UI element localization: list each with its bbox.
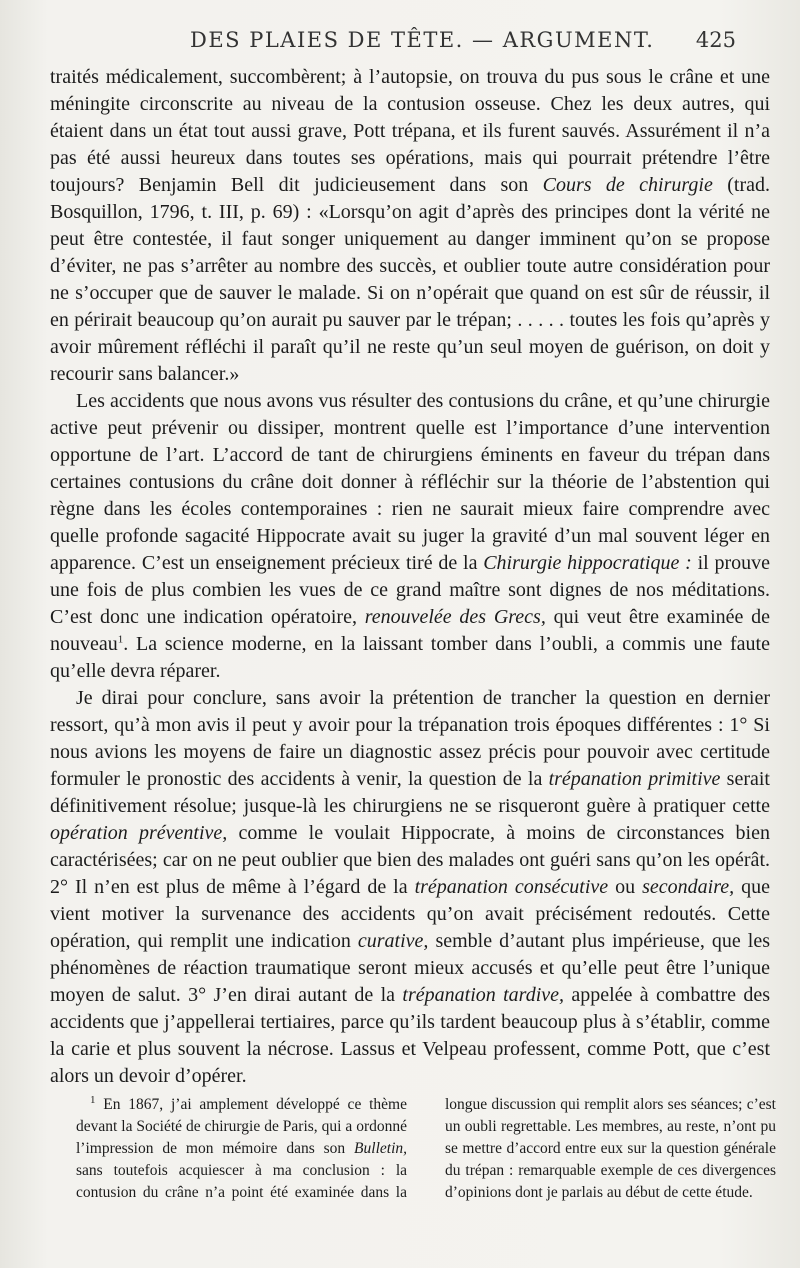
paragraph-2	[50, 388, 770, 685]
text-run: comme le voulait Hippocrate, à moins de circonstances bien caractérisées; car on ne peut oublier que bien des malades ont guéri sans qu’on les opérât. 2° Il n’en est plus de même à l’égard de la	[50, 822, 770, 898]
text-run: . La science moderne, en la laissant tomber dans l’oubli, a commis une faute qu’elle devra réparer.	[50, 633, 770, 682]
italic-text: Bulletin,	[354, 1140, 407, 1157]
text-run: ou	[608, 876, 643, 898]
text-run: En 1867, j’ai amplement développé ce thème devant la Société de chirurgie de Paris, qui a ordonné l’impression de mon mémoire dans son	[76, 1096, 407, 1157]
page-header	[50, 28, 740, 60]
body-text	[50, 64, 770, 1090]
text-run: appelée à combattre des accidents que j’appellerai tertiaires, parce qu’ils tardent beaucoup plus à s’établir, comme la carie et plus souvent la nécrose. Lassus et Velpeau professent, comme Pott, que c’est alors un devoir d’opérer.	[50, 984, 770, 1087]
footnote-ref: 1	[117, 633, 124, 646]
text-run: serait définitivement résolue; jusque-là les chirurgiens ne se risqueront guère à pratiquer cette	[50, 768, 770, 817]
text-run: il prouve une fois de plus combien les vues de ce grand maître sont dignes de nos méditations. C’est donc une indication opératoire,	[50, 552, 770, 628]
italic-text: trépanation primitive	[548, 768, 721, 790]
running-head: DES PLAIES DE TÊTE. — ARGUMENT.	[190, 28, 655, 52]
text-run: que vient motiver la survenance des accidents qu’on avait précisément redoutés. Cette opération, qui remplit une indication	[50, 876, 770, 952]
paragraph-1	[50, 64, 770, 388]
italic-text: trépanation tardive,	[402, 984, 565, 1006]
italic-text: trépanation consécutive	[414, 876, 609, 898]
text-run: Les accidents que nous avons vus résulter des contusions du crâne, et qu’une chirurgie active peut prévenir ou dissiper, montrent quelle est l’importance d’une intervention opportune de l’art. L’accord de tant de chirurgiens éminents en faveur du trépan dans certaines contusions du crâne doit donner à réfléchir sur la théorie de l’abstention qui règne dans les écoles contemporaines : rien ne saurait mieux faire comprendre avec quelle profonde sagacité Hippocrate avait su juger la gravité d’un mal souvent léger en apparence. C’est un enseignement précieux tiré de la	[50, 390, 770, 574]
text-run: qui veut être examinée de nouveau	[50, 606, 770, 655]
text-run: (trad. Bosquillon, 1796, t. III, p. 69) : «Lorsqu’on agit d’après des principes dont la vérité ne peut être contestée, il faut songer uniquement au danger imminent qu’on se propose d’éviter, ne pas s’arrêter au nombre des succès, et oublier toute autre considération pour ne s’occuper que de sauver le malade. Si on n’opérait que quand on est sûr de réussir, il en périrait beaucoup qu’on aurait pu sauver par le trépan; . . . . . toutes les fois qu’après y avoir mûrement réfléchi il paraît qu’il ne reste qu’un seul moyen de guérison, on doit y recourir sans balancer.»	[50, 174, 770, 385]
italic-text: Chirurgie hippocratique :	[483, 552, 692, 574]
italic-text: curative,	[357, 930, 429, 952]
footnote	[76, 1094, 776, 1204]
italic-text: Cours de chirurgie	[542, 174, 713, 196]
text-run: traités médicalement, succombèrent; à l’autopsie, on trouva du pus sous le crâne et une méningite circonscrite au niveau de la contusion osseuse. Chez les deux autres, qui étaient dans un état tout aussi grave, Pott trépana, et ils furent sauvés. Assurément il n’a pas été aussi heureux dans toutes ses opérations, mais qui pourrait prétendre l’être toujours? Benjamin Bell dit judicieusement dans son	[50, 66, 770, 196]
paragraph-3	[50, 685, 770, 1090]
italic-text: renouvelée des Grecs,	[364, 606, 546, 628]
text-run: sans toutefois acquiescer à ma conclusion : la contusion du crâne n’a point été examinée dans la longue discussion qui remplit alors ses séances; c’est un oubli regrettable. Les membres, au reste, n’ont pu se mettre d’accord entre eux sur la question générale du trépan : remarquable exemple de ces divergences d’opinions dont je parlais au début de cette étude.	[76, 1096, 776, 1201]
italic-text: secondaire,	[642, 876, 735, 898]
page-number: 425	[695, 28, 736, 52]
footnote-ref: 1	[90, 1093, 96, 1106]
text-run: semble d’autant plus impérieuse, que les phénomènes de réaction traumatique seront mieux accusés et qu’elle peut être l’unique moyen de salut. 3° J’en dirai autant de la	[50, 930, 770, 1006]
text-run: Je dirai pour conclure, sans avoir la prétention de trancher la question en dernier ressort, qu’à mon avis il peut y avoir pour la trépanation trois époques différentes : 1° Si nous avions les moyens de faire un diagnostic assez précis pour pouvoir avec certitude formuler le pronostic des accidents à venir, la question de la	[50, 687, 770, 790]
footnote-1	[76, 1094, 776, 1204]
italic-text: opération préventive,	[50, 822, 228, 844]
